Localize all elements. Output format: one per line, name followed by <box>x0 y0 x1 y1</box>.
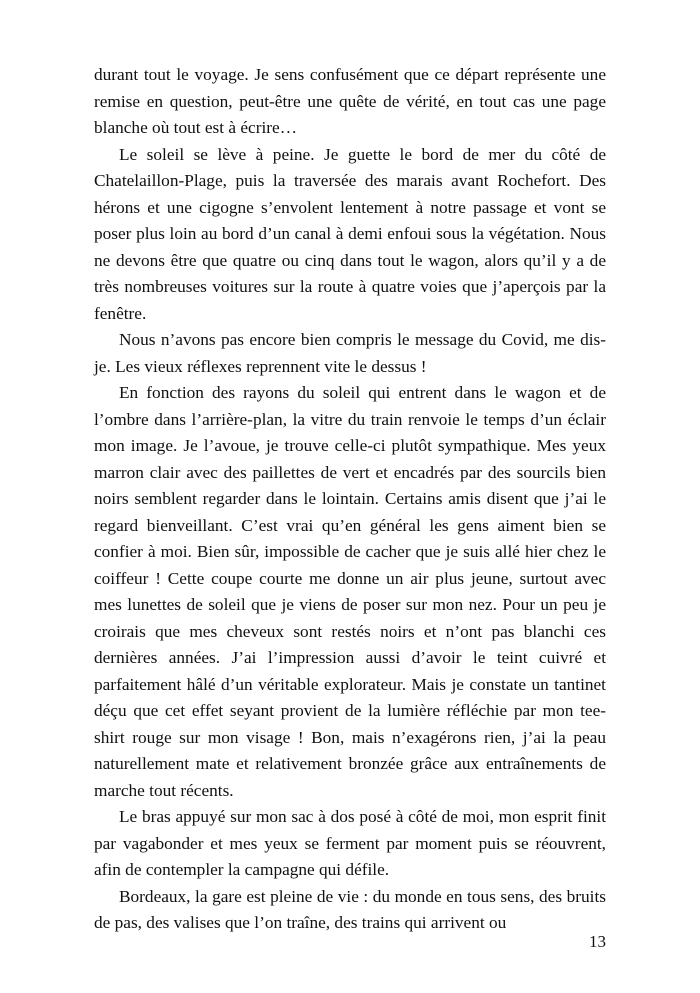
paragraph-daydream: Le bras appuyé sur mon sac à dos posé à côté de moi, mon esprit finit par vagabonder et mes yeux se ferment par moment puis se réouvrent, afin de contempler la campagne qui défile. <box>94 807 606 879</box>
paragraph-covid: Nous n’avons pas encore bien compris le message du Covid, me dis-je. Les vieux réflexes reprennent vite le dessus ! <box>94 330 606 376</box>
paragraph-bordeaux: Bordeaux, la gare est pleine de vie : du monde en tous sens, des bruits de pas, des valises que l’on traîne, des trains qui arrivent ou <box>94 886 606 932</box>
paragraph-reflection: En fonction des rayons du soleil qui entrent dans le wagon et de l’ombre dans l’arrière-plan, la vitre du train renvoie le temps d’un éclair mon image. Je l’avoue, je trouve celle-ci plutôt sympathique. Mes yeux marron clair avec des paillettes de vert et encadrés par des sourcils bien noirs semblent regarder dans le lointain. Certains amis disent que j’ai le regard bienveillant. C’est vrai qu’en général les gens aiment bien se confier à moi. Bien sûr, impossible de cacher que je suis allé hier chez le coiffeur ! Cette coupe courte me donne un air plus jeune, surtout avec mes lunettes de soleil que je viens de poser sur mon nez. Pour un peu je croirais que mes cheveux sont restés noirs et n’ont pas blanchi ces dernières années. J’ai l’impression aussi d’avoir le teint cuivré et parfaitement hâlé d’un véritable explorateur. Mais je constate un tantinet déçu que cet effet seyant provient de la lumière réfléchie par mon tee-shirt rouge sur mon visage ! Bon, mais n’exagérons rien, j’ai la peau naturellement mate et relativement bronzée grâce aux entraînements de marche tout récents. <box>94 383 606 800</box>
page-body <box>94 62 606 937</box>
paragraph-continued: durant tout le voyage. Je sens confusément que ce départ représente une remise en question, peut-être une quête de vérité, en tout cas une page blanche où tout est à écrire… <box>94 65 606 137</box>
page-number: 13 <box>589 932 606 951</box>
paragraph-sunrise: Le soleil se lève à peine. Je guette le bord de mer du côté de Chatelaillon-Plage, puis la traversée des marais avant Rochefort. Des hérons et une cigogne s’envolent lentement à notre passage et vont se poser plus loin au bord d’un canal à demi enfoui sous la végétation. Nous ne devons être que quatre ou cinq dans tout le wagon, alors qu’il y a de très nombreuses voitures sur la route à quatre voies que j’aperçois par la fenêtre. <box>94 144 606 323</box>
